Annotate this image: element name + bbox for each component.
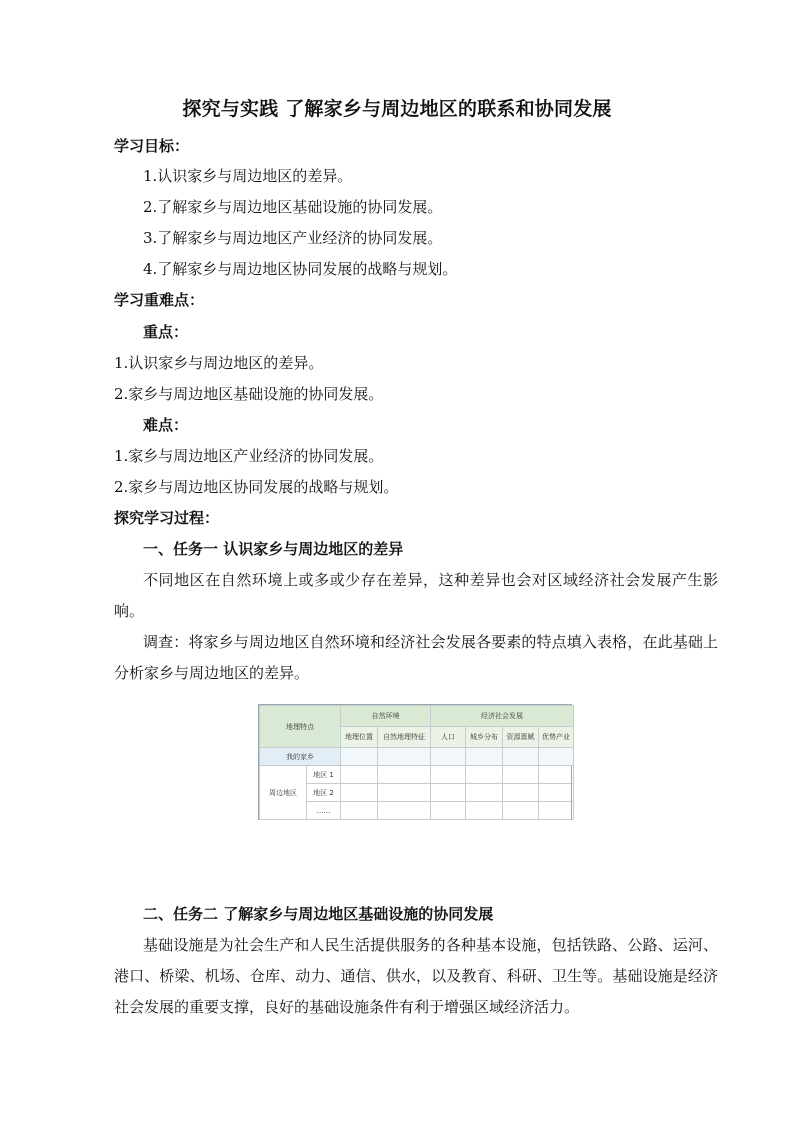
- table-subrow-label: 地区 2: [307, 784, 341, 802]
- table-cell: [503, 802, 539, 820]
- difficult-label: 难点：: [143, 416, 189, 434]
- table-column-header: 人口: [431, 727, 466, 748]
- objective-item: 1.认识家乡与周边地区的差异。: [143, 167, 353, 185]
- objectives-heading: 学习目标：: [114, 137, 190, 155]
- difficult-item: 1.家乡与周边地区产业经济的协同发展。: [114, 447, 384, 465]
- table-cell: [341, 748, 378, 766]
- table-subrow-label: 地区 1: [307, 766, 341, 784]
- key-item: 1.认识家乡与周边地区的差异。: [114, 354, 324, 372]
- table-cell: [431, 766, 466, 784]
- table-cell: [466, 802, 503, 820]
- table-column-header: 城乡分布: [466, 727, 503, 748]
- table-cell: [466, 784, 503, 802]
- key-points-heading: 学习重难点：: [114, 291, 205, 309]
- table-cell: [431, 784, 466, 802]
- table-cell: [503, 748, 539, 766]
- table-cell: [378, 748, 431, 766]
- table-cell: [378, 784, 431, 802]
- objective-item: 4.了解家乡与周边地区协同发展的战略与规划。: [143, 260, 458, 278]
- table-row: [260, 784, 574, 802]
- page-title: 探究与实践 了解家乡与周边地区的联系和协同发展: [182, 98, 612, 120]
- table-cell: [341, 784, 378, 802]
- table-column-header: 优势产业: [539, 727, 574, 748]
- table-cell: [378, 802, 431, 820]
- table-cell: [378, 766, 431, 784]
- table-cell: [503, 784, 539, 802]
- table-row: [260, 766, 574, 784]
- table-cell: [431, 748, 466, 766]
- survey-table: [258, 704, 572, 820]
- table-column-header: 资源禀赋: [503, 727, 539, 748]
- objective-item: 3.了解家乡与周边地区产业经济的协同发展。: [143, 229, 443, 247]
- table-cell: [341, 766, 378, 784]
- objective-item: 2.了解家乡与周边地区基础设施的协同发展。: [143, 198, 443, 216]
- difficult-item: 2.家乡与周边地区协同发展的战略与规划。: [114, 478, 399, 496]
- table-cell: [539, 802, 574, 820]
- table-cell: [466, 748, 503, 766]
- table-group-header: 经济社会发展: [431, 706, 574, 727]
- table-row: [260, 802, 574, 820]
- table-cell: [503, 766, 539, 784]
- key-label: 重点：: [143, 323, 189, 341]
- task1-title: 一、任务一 认识家乡与周边地区的差异: [143, 540, 404, 558]
- process-heading: 探究学习过程：: [114, 509, 220, 527]
- table-cell: [539, 766, 574, 784]
- task1-paragraph: 不同地区在自然环境上或多或少存在差异，这种差异也会对区域经济社会发展产生影响。: [114, 571, 718, 620]
- table-column-header: 自然地理特征: [378, 727, 431, 748]
- table-row: [260, 748, 574, 766]
- table-row-label: 我的家乡: [260, 748, 341, 766]
- table-cell: [466, 766, 503, 784]
- table-cell: [431, 802, 466, 820]
- table-cell: [539, 748, 574, 766]
- task2-title: 二、任务二 了解家乡与周边地区基础设施的协同发展: [143, 905, 494, 923]
- key-item: 2.家乡与周边地区基础设施的协同发展。: [114, 385, 384, 403]
- table-subrow-label: ……: [307, 802, 341, 820]
- table-group-header: 自然环境: [341, 706, 431, 727]
- table-cell: [539, 784, 574, 802]
- task2-paragraph: 基础设施是为社会生产和人民生活提供服务的各种基本设施，包括铁路、公路、运河、港口、桥梁、机场、仓库、动力、通信、供水，以及教育、科研、卫生等。基础设施是经济社会发展的重要支撑，良好的基础设施条件有利于增强区域经济活力。: [114, 936, 718, 1016]
- table-corner-header: 地理特点: [260, 706, 341, 748]
- table-cell: [341, 802, 378, 820]
- table-row-label: 周边地区: [260, 766, 307, 820]
- table-column-header: 地理位置: [341, 727, 378, 748]
- task1-survey-paragraph: 调查：将家乡与周边地区自然环境和经济社会发展各要素的特点填入表格，在此基础上分析家乡与周边地区的差异。: [114, 633, 718, 682]
